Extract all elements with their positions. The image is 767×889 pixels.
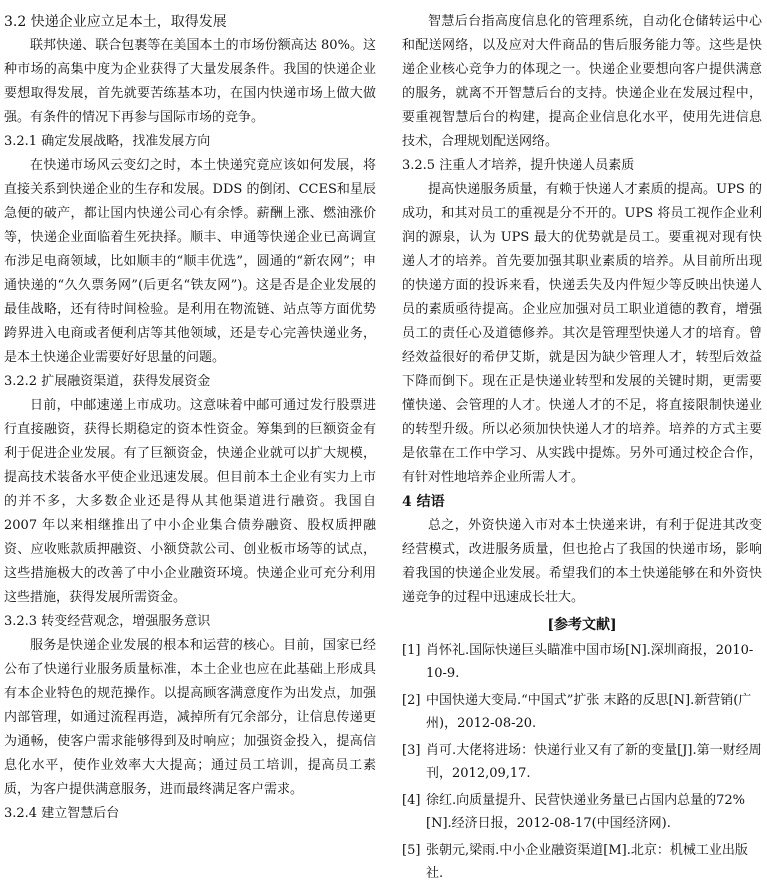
section-3-2-5-paragraph: 提高快递服务质量，有赖于快递人才素质的提高。UPS 的成功，和其对员工的重视是分不开的。UPS 将员工视作企业利润的源泉，认为 UPS 最大的优势就是员工。要重视对现有快递人才的培养。首先要加强其职业素质的培养。从目前所出现的快递方面的投诉来看，快递丢失及内件短少等反映出快递人员的素质亟待提高。企业应加强对员工职业道德的教育，增强员工的责任心及道德修养。其次是管理型快递人才的培育。曾经效益很好的希伊艾斯，就是因为缺少管理人才，转型后效益下降而倒下。现在正是快递业转型和发展的关键时期，更需要懂快递、会管理的人才。快递人才的不足，将直接限制快递业的转型升级。所以必须加快快递人才的培养。培养的方式主要是依靠在工作中学习、从实践中提炼。另外可通过校企合作，有针对性地培养企业所需人才。 xyxy=(402,182,762,485)
reference-text: 中国快递大变局.“中国式”扩张 末路的反思[N].新营销(广州)，2012-08-20. xyxy=(426,693,752,731)
reference-text: 肖可.大佬将进场：快递行业又有了新的变量[J].第一财经周刊，2012,09,17. xyxy=(426,743,762,781)
references-title: [参考文献] xyxy=(547,617,617,633)
section-4-paragraph: 总之，外资快递入市对本土快递来讲，有利于促进其改变经营模式，改进服务质量，但也抢占了我国的快递市场，影响着我国的快递企业发展。希望我们的本土快递能够在和外资快递竞争的过程中迅速成长壮大。 xyxy=(402,518,762,605)
reference-text: 张朝元,梁雨.中小企业融资渠道[M].北京：机械工业出版社. xyxy=(426,843,748,881)
reference-item xyxy=(402,839,762,885)
reference-number: [2] xyxy=(402,693,421,708)
section-3-2-paragraph: 联邦快递、联合包裹等在美国本土的市场份额高达 80%。这种市场的高集中度为企业获得了大量发展条件。我国的快递企业要想取得发展，首先就要苦练基本功，在国内快递市场上做大做强。有条件的情况下再参与国际市场的竞争。 xyxy=(4,38,376,125)
section-3-2-1-heading: 3.2.1 确定发展战略，找准发展方向 xyxy=(4,134,211,149)
reference-item xyxy=(402,639,762,685)
reference-text: 肖怀礼.国际快递巨头瞄准中国市场[N].深圳商报，2010-10-9. xyxy=(426,643,754,681)
reference-item xyxy=(402,689,762,735)
reference-text: 徐红.向质量提升、民营快递业务量已占国内总量的72%[N].经济日报，2012-08-17(中国经济网). xyxy=(426,793,746,831)
reference-number: [4] xyxy=(402,793,421,808)
section-3-2-2-heading: 3.2.2 扩展融资渠道，获得发展资金 xyxy=(4,374,211,389)
section-3-2-1-paragraph: 在快递市场风云变幻之时，本土快递究竟应该如何发展，将直接关系到快递企业的生存和发展。DDS 的倒闭、CCES和星辰急便的破产，都让国内快递公司心有余悸。薪酬上涨、燃油涨价等，快递企业面临着生死抉择。顺丰、申通等快递企业已高调宣布涉足电商领域，比如顺丰的“顺丰优选”，圆通的“新农网”；申通快递的“久久票务网”(后更名“铁友网”)。这是否是企业发展的最佳战略，还有待时间检验。是利用在物流链、站点等方面优势跨界进入电商或者便利店等其他领域，还是专心完善快递业务，是本土快递企业需要好好思量的问题。 xyxy=(4,158,376,365)
reference-number: [3] xyxy=(402,743,421,758)
section-3-2-3-heading: 3.2.3 转变经营观念，增强服务意识 xyxy=(4,614,211,629)
section-3-2-2-paragraph: 日前，中邮速递上市成功。这意味着中邮可通过发行股票进行直接融资，获得长期稳定的资本性资金。筹集到的巨额资金有利于促进企业发展。有了巨额资金，快递企业就可以扩大规模，提高技术装备水平使企业迅速发展。但目前本土企业有实力上市的并不多，大多数企业还是得从其他渠道进行融资。我国自 2007 年以来相继推出了中小企业集合债券融资、股权质押融资、应收账款质押融资、小额贷款公司、创业板市场等的试点，这些措施极大的改善了中小企业融资环境。快递企业可充分利用这些措施，获得发展所需资金。 xyxy=(4,398,376,605)
right-column xyxy=(402,10,762,889)
reference-number: [5] xyxy=(402,843,421,858)
section-3-2-4-heading: 3.2.4 建立智慧后台 xyxy=(4,806,120,821)
reference-item xyxy=(402,789,762,835)
section-3-2-5-heading: 3.2.5 注重人才培养，提升快递人员素质 xyxy=(402,158,635,173)
reference-item xyxy=(402,739,762,785)
left-column xyxy=(4,10,376,826)
reference-number: [1] xyxy=(402,643,421,658)
section-3-2-heading: 3.2 快递企业应立足本土，取得发展 xyxy=(4,14,227,30)
section-3-2-4-paragraph: 智慧后台指高度信息化的管理系统，自动化仓储转运中心和配送网络，以及应对大件商品的售后服务能力等。这些是快递企业核心竞争力的体现之一。快递企业要想向客户提供满意的服务，就离不开智慧后台的支持。快递企业在发展过程中，要重视智慧后台的构建，提高企业信息化水平，使用先进信息技术，合理规划配送网络。 xyxy=(402,14,762,149)
section-4-heading: 4 结语 xyxy=(402,494,445,510)
section-3-2-3-paragraph: 服务是快递企业发展的根本和运营的核心。目前，国家已经公布了快递行业服务质量标准，本土企业也应在此基础上形成具有本企业特色的规范操作。以提高顾客满意度作为出发点，加强内部管理，如通过流程再造，减掉所有冗余部分，让信息传递更为通畅，使客户需求能够得到及时响应；加强资金投入，提高信息化水平，使作业效率大大提高；通过员工培训，提高员工素质，为客户提供满意服务，进而最终满足客户需求。 xyxy=(4,638,376,797)
references-list xyxy=(402,639,762,885)
